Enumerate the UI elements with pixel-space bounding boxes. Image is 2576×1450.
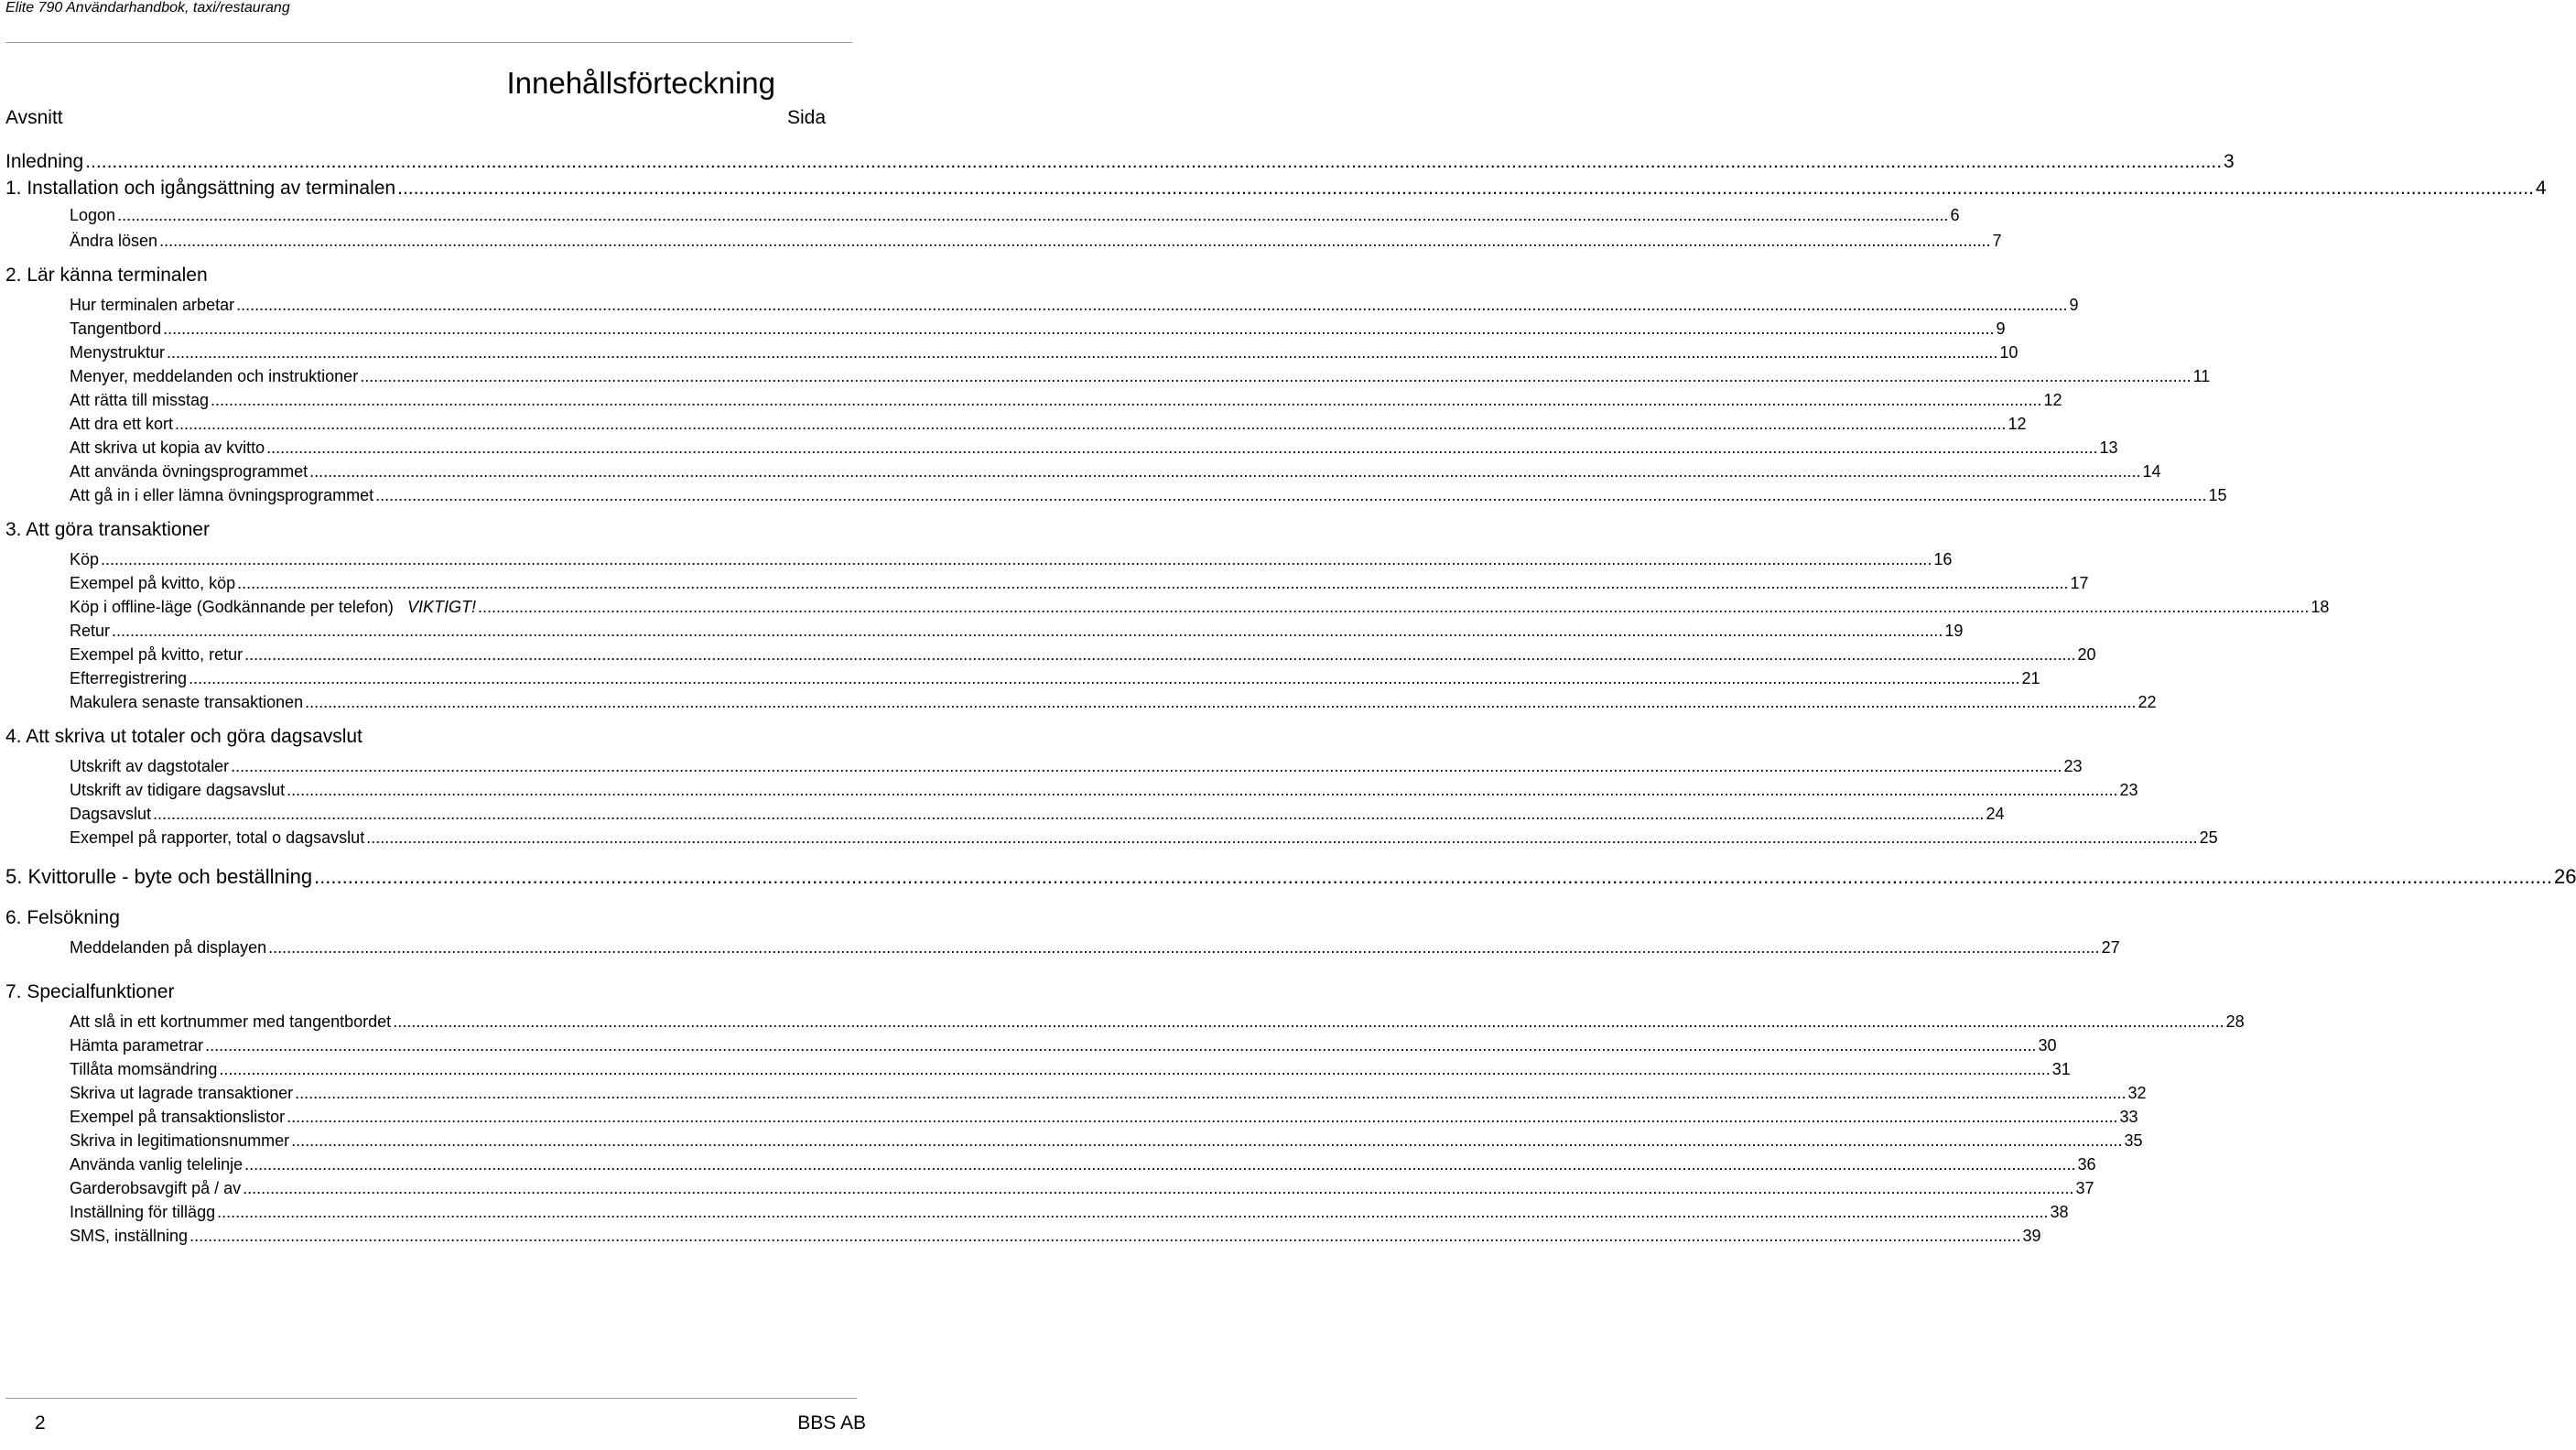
toc-entry-text: Exempel på kvitto, köp <box>70 574 236 592</box>
toc-entry-page: 9 <box>1996 319 2006 338</box>
toc-entry <box>70 223 2002 251</box>
toc-entry-page: 15 <box>2208 486 2227 504</box>
toc-leader-dots: ................................................................................................................................................................................................................................................................................................................................................................................................................ <box>291 1131 2123 1150</box>
toc-entry-page: 32 <box>2127 1084 2147 1102</box>
toc-entry-text: Skriva in legitimationsnummer <box>70 1131 290 1150</box>
toc-entry-page: 24 <box>1986 805 2005 823</box>
toc-section-heading: 4. Att skriva ut totaler och göra dagsavslut <box>5 726 363 747</box>
toc-entry-page: 14 <box>2142 462 2161 481</box>
toc-entry-text: Använda vanlig telelinje <box>70 1155 244 1174</box>
toc-entry-page: 6 <box>1950 206 1960 224</box>
toc-leader-dots: ................................................................................................................................................................................................................................................................................................................................................................................................................ <box>314 865 2552 888</box>
toc-entry-text: Tangentbord <box>70 319 162 338</box>
toc-column-label-page: Sida <box>786 107 826 128</box>
toc-entry-text: Att rätta till misstag <box>70 391 210 409</box>
toc-entry-page: 21 <box>2021 669 2040 687</box>
toc-entry-text: Att gå in i eller lämna övningsprogrammet <box>70 486 374 504</box>
toc-leader-dots: ................................................................................................................................................................................................................................................................................................................................................................................................................ <box>112 622 1943 640</box>
toc-entry-text: Dagsavslut <box>70 805 152 823</box>
toc-entry-page: 7 <box>1992 232 2002 250</box>
toc-leader-dots: ................................................................................................................................................................................................................................................................................................................................................................................................................ <box>244 1155 2076 1174</box>
toc-entry-text: Köp <box>70 550 100 568</box>
toc-entry-page: 23 <box>2063 757 2083 775</box>
toc-entry-note: VIKTIGT! <box>406 598 476 616</box>
toc-entry-page: 11 <box>2192 367 2211 385</box>
toc-entry-page: 17 <box>2070 574 2089 592</box>
toc-entry <box>5 146 2235 173</box>
toc-entry-label <box>70 232 159 251</box>
toc-entry-page: 16 <box>1933 550 1953 568</box>
toc-entry-text: Utskrift av tidigare dagsavslut <box>70 781 286 799</box>
toc-entry-label <box>5 178 397 200</box>
toc-leader-dots: ................................................................................................................................................................................................................................................................................................................................................................................................................ <box>159 232 1991 250</box>
toc-leader-dots: ................................................................................................................................................................................................................................................................................................................................................................................................................ <box>309 462 2141 481</box>
toc-entry-page: 31 <box>2051 1060 2071 1078</box>
toc-leader-dots: ................................................................................................................................................................................................................................................................................................................................................................................................................ <box>268 938 2100 957</box>
toc-leader-dots: ................................................................................................................................................................................................................................................................................................................................................................................................................ <box>189 1227 2021 1245</box>
toc-entry <box>70 478 2227 505</box>
toc-entry-text: Tillåta momsändring <box>70 1060 218 1078</box>
toc-leader-dots: ................................................................................................................................................................................................................................................................................................................................................................................................................ <box>236 296 2068 314</box>
toc-leader-dots: ................................................................................................................................................................................................................................................................................................................................................................................................................ <box>219 1060 2051 1078</box>
toc-entry-page: 37 <box>2075 1179 2094 1197</box>
toc-entry-text: Makulera senaste transaktionen <box>70 693 304 711</box>
toc-entry-text: Exempel på kvitto, retur <box>70 645 244 664</box>
toc-entry-label <box>5 865 314 889</box>
toc-leader-dots: ................................................................................................................................................................................................................................................................................................................................................................................................................ <box>85 151 2223 172</box>
toc-entry-label <box>70 828 366 848</box>
toc-leader-dots: ................................................................................................................................................................................................................................................................................................................................................................................................................ <box>243 1179 2074 1197</box>
toc-entry-page: 9 <box>2069 296 2079 314</box>
toc-leader-dots: ................................................................................................................................................................................................................................................................................................................................................................................................................ <box>266 438 2098 457</box>
toc-entry-text: SMS, inställning <box>70 1227 189 1245</box>
toc-section-heading: 6. Felsökning <box>5 907 120 928</box>
toc-leader-dots: ................................................................................................................................................................................................................................................................................................................................................................................................................ <box>305 693 2137 711</box>
toc-entry-page: 26 <box>2554 865 2576 888</box>
toc-leader-dots: ................................................................................................................................................................................................................................................................................................................................................................................................................ <box>393 1012 2224 1031</box>
toc-entry-text: 1. Installation och igångsättning av terminalen <box>5 178 396 199</box>
toc-entry-label <box>70 693 305 712</box>
toc-entry-text: Köp i offline-läge (Godkännande per telefon) <box>70 598 394 616</box>
toc-entry-page: 4 <box>2535 178 2547 199</box>
toc-entry-text: Inställning för tillägg <box>70 1203 216 1221</box>
toc-entry-label <box>70 938 268 958</box>
toc-entry-text: Exempel på transaktionslistor <box>70 1108 286 1126</box>
toc-entry-page: 30 <box>2038 1036 2057 1055</box>
toc-entry-page: 19 <box>1944 622 1964 640</box>
toc-entry-page: 25 <box>2199 828 2218 847</box>
header-divider <box>5 42 852 43</box>
document-header-title: Elite 790 Användarhandbok, taxi/restaurang <box>5 0 290 16</box>
toc-leader-dots: ................................................................................................................................................................................................................................................................................................................................................................................................................ <box>397 178 2534 199</box>
toc-leader-dots: ................................................................................................................................................................................................................................................................................................................................................................................................................ <box>231 757 2062 775</box>
toc-entry-text: Logon <box>70 206 116 224</box>
toc-entry <box>70 820 2218 848</box>
toc-entry-text: 5. Kvittorulle - byte och beställning <box>5 865 313 888</box>
toc-entry-text: Menyer, meddelanden och instruktioner <box>70 367 359 385</box>
toc-leader-dots: ................................................................................................................................................................................................................................................................................................................................................................................................................ <box>287 1108 2118 1126</box>
toc-entry-page: 35 <box>2124 1131 2143 1150</box>
toc-entry <box>70 198 1960 225</box>
toc-entry-page: 28 <box>2225 1012 2245 1031</box>
toc-leader-dots: ................................................................................................................................................................................................................................................................................................................................................................................................................ <box>477 598 2310 616</box>
toc-section-heading: 3. Att göra transaktioner <box>5 519 210 540</box>
toc-leader-dots: ................................................................................................................................................................................................................................................................................................................................................................................................................ <box>217 1203 2049 1221</box>
toc-leader-dots: ................................................................................................................................................................................................................................................................................................................................................................................................................ <box>189 669 2020 687</box>
toc-entry-text: Hur terminalen arbetar <box>70 296 235 314</box>
toc-entry-label <box>5 151 85 173</box>
toc-entry-page: 10 <box>1999 343 2019 362</box>
toc-entry-text: Garderobsavgift på / av <box>70 1179 242 1197</box>
toc-entry-page: 23 <box>2119 781 2138 799</box>
toc-entry-label <box>70 486 375 505</box>
toc-leader-dots: ................................................................................................................................................................................................................................................................................................................................................................................................................ <box>205 1036 2037 1055</box>
toc-entry <box>5 172 2547 200</box>
toc-leader-dots: ................................................................................................................................................................................................................................................................................................................................................................................................................ <box>175 415 2007 433</box>
toc-entry-text: Inledning <box>5 151 84 172</box>
toc-leader-dots: ................................................................................................................................................................................................................................................................................................................................................................................................................ <box>244 645 2076 664</box>
toc-entry-page: 13 <box>2099 438 2118 457</box>
toc-leader-dots: ................................................................................................................................................................................................................................................................................................................................................................................................................ <box>101 550 1932 568</box>
toc-entry <box>5 861 2576 889</box>
toc-entry-text: Hämta parametrar <box>70 1036 204 1055</box>
toc-entry-page: 36 <box>2077 1155 2096 1174</box>
toc-leader-dots: ................................................................................................................................................................................................................................................................................................................................................................................................................ <box>237 574 2069 592</box>
toc-entry <box>70 685 2157 712</box>
toc-leader-dots: ................................................................................................................................................................................................................................................................................................................................................................................................................ <box>167 343 1998 362</box>
toc-entry-text: Att skriva ut kopia av kvitto <box>70 438 265 457</box>
toc-section-heading: 2. Lär känna terminalen <box>5 265 208 286</box>
toc-entry-page: 33 <box>2119 1108 2138 1126</box>
toc-leader-dots: ................................................................................................................................................................................................................................................................................................................................................................................................................ <box>366 828 2198 847</box>
toc-leader-dots: ................................................................................................................................................................................................................................................................................................................................................................................................................ <box>211 391 2042 409</box>
toc-title: Innehållsförteckning <box>506 66 775 100</box>
toc-leader-dots: ................................................................................................................................................................................................................................................................................................................................................................................................................ <box>287 781 2118 799</box>
toc-leader-dots: ................................................................................................................................................................................................................................................................................................................................................................................................................ <box>295 1084 2127 1102</box>
toc-entry-page: 20 <box>2077 645 2096 664</box>
toc-entry-page: 38 <box>2050 1203 2069 1221</box>
toc-entry-text: Att slå in ett kortnummer med tangentbordet <box>70 1012 392 1031</box>
toc-entry-text: Menystruktur <box>70 343 166 362</box>
toc-entry-text: Efterregistrering <box>70 669 188 687</box>
toc-entry-text: Skriva ut lagrade transaktioner <box>70 1084 294 1102</box>
toc-entry-label <box>70 1227 189 1246</box>
toc-entry-page: 18 <box>2311 598 2330 616</box>
toc-entry-page: 22 <box>2138 693 2157 711</box>
toc-entry-page: 3 <box>2224 151 2235 172</box>
toc-entry-text: Exempel på rapporter, total o dagsavslut <box>70 828 365 847</box>
toc-entry-text: Att använda övningsprogrammet <box>70 462 308 481</box>
toc-entry-text: Ändra lösen <box>70 232 158 250</box>
toc-column-label-section: Avsnitt <box>5 107 63 128</box>
toc-entry-text: Meddelanden på displayen <box>70 938 267 957</box>
toc-entry-text: Retur <box>70 622 111 640</box>
toc-entry-label <box>70 206 117 225</box>
toc-leader-dots: ................................................................................................................................................................................................................................................................................................................................................................................................................ <box>153 805 1985 823</box>
toc-section-heading: 7. Specialfunktioner <box>5 981 175 1002</box>
toc-entry-page: 27 <box>2101 938 2120 957</box>
toc-entry <box>70 930 2120 958</box>
footer-page-number: 2 <box>35 1412 46 1434</box>
toc-leader-dots: ................................................................................................................................................................................................................................................................................................................................................................................................................ <box>360 367 2192 385</box>
toc-entry-page: 12 <box>2043 391 2062 409</box>
toc-entry-text: Utskrift av dagstotaler <box>70 757 230 775</box>
toc-entry <box>70 1218 2041 1246</box>
toc-leader-dots: ................................................................................................................................................................................................................................................................................................................................................................................................................ <box>375 486 2207 504</box>
toc-leader-dots: ................................................................................................................................................................................................................................................................................................................................................................................................................ <box>163 319 1995 338</box>
toc-entry-page: 12 <box>2008 415 2027 433</box>
toc-leader-dots: ................................................................................................................................................................................................................................................................................................................................................................................................................ <box>117 206 1949 224</box>
footer-company: BBS AB <box>797 1412 866 1434</box>
toc-entry-text: Att dra ett kort <box>70 415 174 433</box>
toc-entry-page: 39 <box>2022 1227 2041 1245</box>
footer-divider <box>5 1398 857 1399</box>
